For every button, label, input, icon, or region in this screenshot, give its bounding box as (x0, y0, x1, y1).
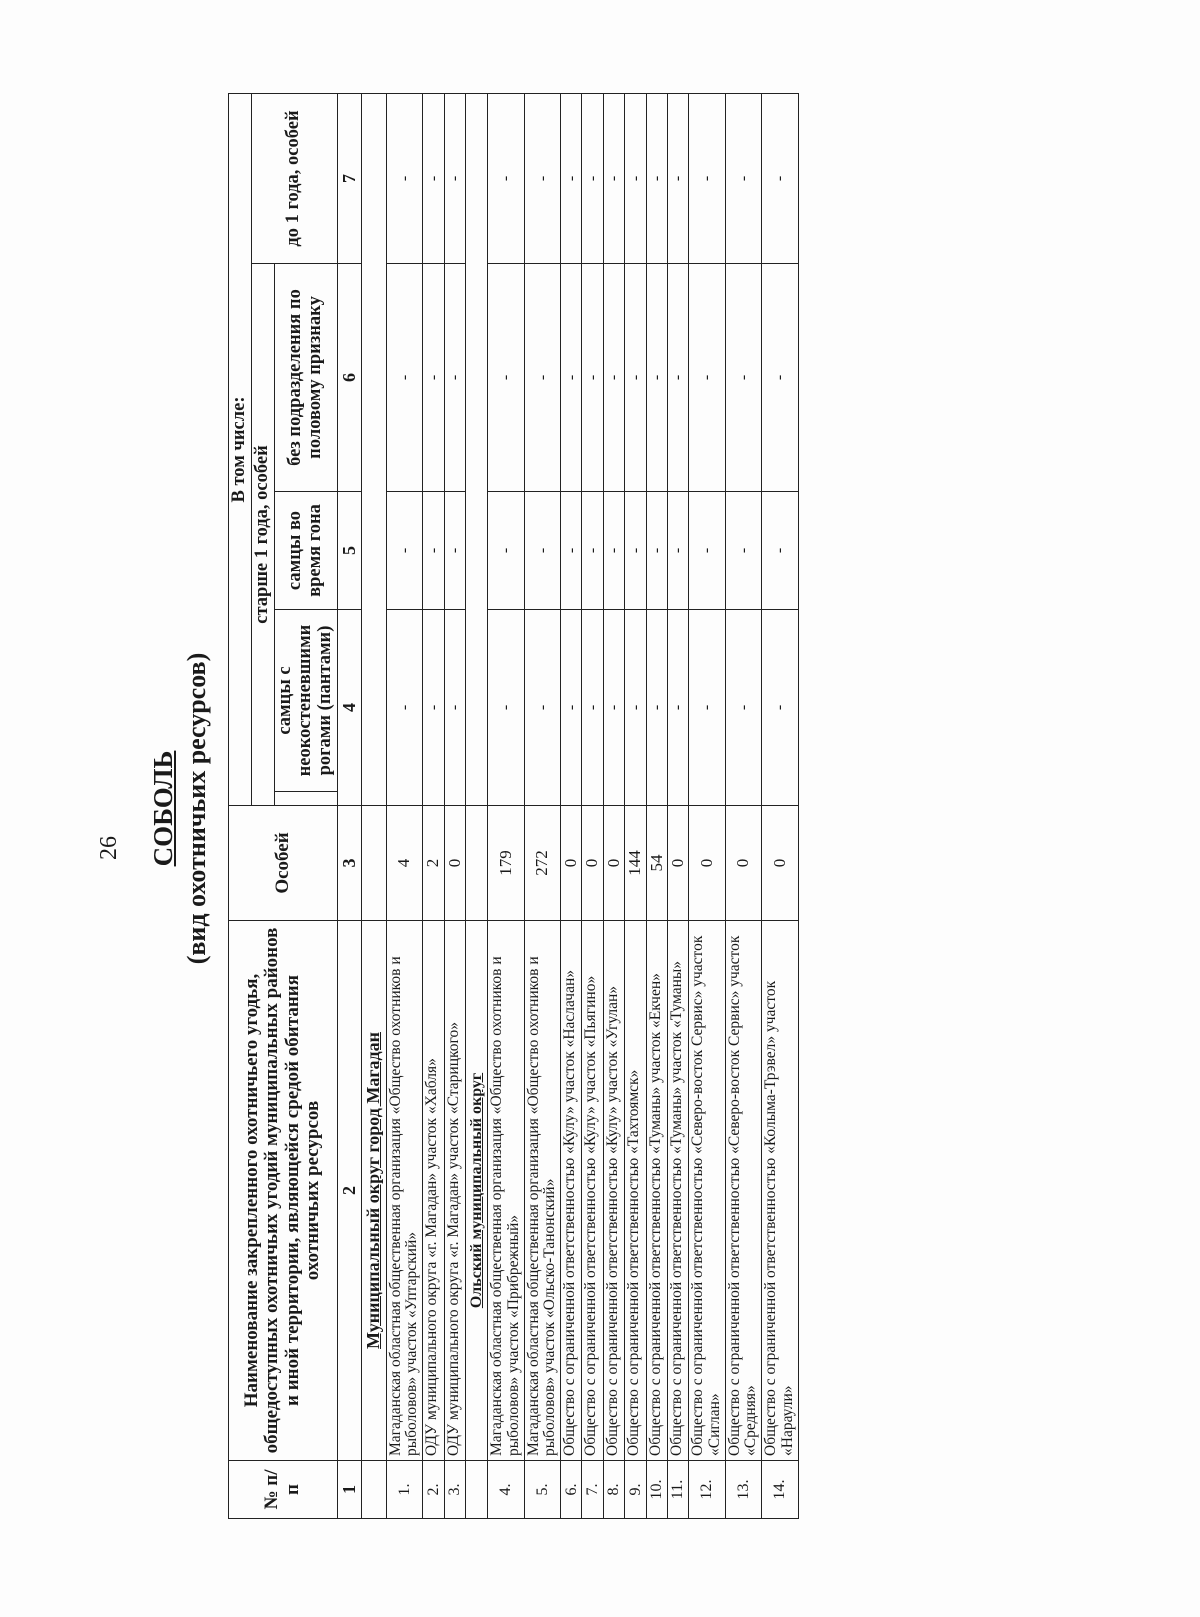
table-row (625, 94, 646, 1519)
row-name: Общество с ограниченной ответственностью «Кулу» участок «Пьягино» (582, 921, 603, 1461)
column-number: 4 (337, 610, 361, 806)
row-col4: - (524, 610, 560, 806)
page-number: 26 (96, 836, 122, 860)
row-col7: - (646, 94, 667, 264)
header-total: Особей (229, 806, 338, 921)
header-including: В том числе: (229, 94, 252, 806)
header-col6: без подразделения по половому признаку (274, 264, 337, 492)
row-number: 3. (444, 1461, 465, 1519)
row-col4: - (561, 610, 582, 806)
section-title: Ольский муниципальный округ (465, 921, 487, 1461)
section-row (362, 94, 386, 1519)
header-col5: самцы во время гона (274, 492, 337, 610)
table-row (561, 94, 582, 1519)
row-col7: - (561, 94, 582, 264)
row-col5: - (582, 492, 603, 610)
row-col7: - (603, 94, 624, 264)
row-col6: - (582, 264, 603, 492)
row-col4: - (762, 610, 798, 806)
row-col5: - (689, 492, 725, 610)
row-total: 4 (386, 806, 422, 921)
row-col4: - (386, 610, 422, 806)
row-col5: - (524, 492, 560, 610)
row-col4: - (582, 610, 603, 806)
row-col6: - (444, 264, 465, 492)
header-col4: самцы с неокостеневшими рогами (пантами) (274, 610, 337, 792)
row-col4: - (444, 610, 465, 806)
table-row (488, 94, 524, 1519)
row-total: 0 (561, 806, 582, 921)
page-title: СОБОЛЬ (148, 750, 178, 867)
row-total: 0 (603, 806, 624, 921)
row-total: 179 (488, 806, 524, 921)
table-body (337, 94, 798, 1519)
row-col6: - (689, 264, 725, 492)
table-row (762, 94, 798, 1519)
row-col6: - (524, 264, 560, 492)
table-row (423, 94, 444, 1519)
row-total: 0 (444, 806, 465, 921)
row-total: 2 (423, 806, 444, 921)
row-col4: - (603, 610, 624, 806)
row-name: Магаданская областная общественная организация «Общество охотников и рыболовов» участок «Прибрежный» (488, 921, 524, 1461)
table-row (444, 94, 465, 1519)
row-col4: - (625, 610, 646, 806)
section-empty-cell (465, 806, 487, 921)
row-name: ОДУ муниципального округа «г. Магадан» участок «Хабля» (423, 921, 444, 1461)
section-empty-cell (465, 1461, 487, 1519)
row-number: 14. (762, 1461, 798, 1519)
section-empty-cell (465, 94, 487, 806)
header-num: № п/п (229, 1461, 338, 1519)
row-col7: - (762, 94, 798, 264)
row-col6: - (488, 264, 524, 492)
row-name: Общество с ограниченной ответственностью «Туманы» участок «Туманы» (667, 921, 688, 1461)
row-name: Магаданская областная общественная организация «Общество охотников и рыболовов» участок «Уптарский» (386, 921, 422, 1461)
page-subtitle: (вид охотничьих ресурсов) (182, 652, 211, 965)
row-col4: - (488, 610, 524, 806)
row-name: Общество с ограниченной ответственностью «Северо-восток Сервис» участок «Сиглан» (689, 921, 725, 1461)
row-col7: - (667, 94, 688, 264)
row-name: Общество с ограниченной ответственностью «Кулу» участок «Угулан» (603, 921, 624, 1461)
row-number: 2. (423, 1461, 444, 1519)
row-total: 0 (582, 806, 603, 921)
section-row (465, 94, 487, 1519)
row-total: 0 (689, 806, 725, 921)
row-col7: - (386, 94, 422, 264)
row-col4: - (646, 610, 667, 806)
row-col4: - (423, 610, 444, 806)
row-col5: - (625, 492, 646, 610)
column-number: 2 (337, 921, 361, 1461)
row-col5: - (561, 492, 582, 610)
row-col5: - (762, 492, 798, 610)
row-col5: - (423, 492, 444, 610)
row-number: 5. (524, 1461, 560, 1519)
row-name: Общество с ограниченной ответственностью «Туманы» участок «Екчен» (646, 921, 667, 1461)
row-number: 12. (689, 1461, 725, 1519)
row-number: 13. (725, 1461, 761, 1519)
row-name: Общество с ограниченной ответственностью «Тахтоямск» (625, 921, 646, 1461)
row-col6: - (386, 264, 422, 492)
row-name: Общество с ограниченной ответственностью «Колыма-Трэвел» участок «Нараули» (762, 921, 798, 1461)
table-row (386, 94, 422, 1519)
row-col5: - (386, 492, 422, 610)
row-col7: - (444, 94, 465, 264)
row-col6: - (762, 264, 798, 492)
section-title: Муниципальный округ город Магадан (362, 921, 386, 1461)
row-col5: - (725, 492, 761, 610)
row-col6: - (561, 264, 582, 492)
row-col7: - (689, 94, 725, 264)
row-col5: - (646, 492, 667, 610)
column-number: 5 (337, 492, 361, 610)
row-col7: - (725, 94, 761, 264)
column-number: 3 (337, 806, 361, 921)
row-number: 7. (582, 1461, 603, 1519)
section-empty-cell (362, 1461, 386, 1519)
row-col7: - (423, 94, 444, 264)
column-number: 6 (337, 264, 361, 492)
table-row (582, 94, 603, 1519)
row-number: 11. (667, 1461, 688, 1519)
header-col7: до 1 года, особей (251, 94, 337, 264)
row-col5: - (444, 492, 465, 610)
row-total: 0 (762, 806, 798, 921)
header-older: старше 1 года, особей (251, 264, 274, 806)
table-row (689, 94, 725, 1519)
row-total: 272 (524, 806, 560, 921)
row-number: 9. (625, 1461, 646, 1519)
row-name: ОДУ муниципального округа «г. Магадан» участок «Старицкого» (444, 921, 465, 1461)
section-empty-cell (362, 94, 386, 806)
row-col5: - (603, 492, 624, 610)
table-row (646, 94, 667, 1519)
row-col6: - (603, 264, 624, 492)
row-total: 54 (646, 806, 667, 921)
row-number: 8. (603, 1461, 624, 1519)
row-number: 10. (646, 1461, 667, 1519)
row-col5: - (488, 492, 524, 610)
column-number: 1 (337, 1461, 361, 1519)
row-col6: - (646, 264, 667, 492)
header-spacer (274, 792, 337, 806)
row-col7: - (582, 94, 603, 264)
row-number: 4. (488, 1461, 524, 1519)
row-name: Магаданская областная общественная организация «Общество охотников и рыболовов» участок «Ольско-Танонский» (524, 921, 560, 1461)
column-number: 7 (337, 94, 361, 264)
row-number: 6. (561, 1461, 582, 1519)
row-number: 1. (386, 1461, 422, 1519)
header-name: Наименование закрепленного охотничьего угодья, общедоступных охотничьих угодий муниципальных районов и иной территории, являющейся средой обитания охотничьих ресурсов (229, 921, 338, 1461)
table-row (603, 94, 624, 1519)
harvest-table (228, 93, 799, 1519)
row-col5: - (667, 492, 688, 610)
row-col4: - (689, 610, 725, 806)
row-total: 0 (725, 806, 761, 921)
row-total: 0 (667, 806, 688, 921)
column-number-row (337, 94, 361, 1519)
row-col6: - (725, 264, 761, 492)
row-total: 144 (625, 806, 646, 921)
section-empty-cell (362, 806, 386, 921)
header-row-1 (229, 94, 252, 1519)
row-col7: - (524, 94, 560, 264)
row-col6: - (625, 264, 646, 492)
row-col6: - (667, 264, 688, 492)
table-row (667, 94, 688, 1519)
row-col4: - (667, 610, 688, 806)
row-name: Общество с ограниченной ответственностью «Кулу» участок «Наслачан» (561, 921, 582, 1461)
row-col7: - (488, 94, 524, 264)
row-col6: - (423, 264, 444, 492)
row-col7: - (625, 94, 646, 264)
row-col4: - (725, 610, 761, 806)
table-row (725, 94, 761, 1519)
table-row (524, 94, 560, 1519)
row-name: Общество с ограниченной ответственностью «Северо-восток Сервис» участок «Средняя» (725, 921, 761, 1461)
